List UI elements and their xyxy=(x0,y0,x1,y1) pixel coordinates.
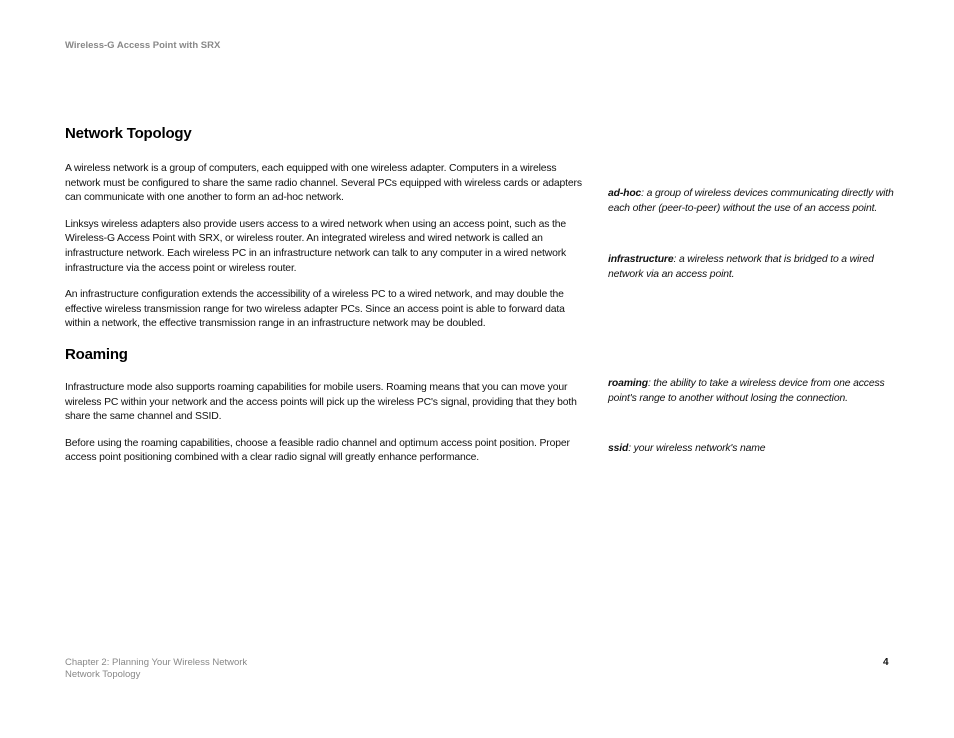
footer-section: Network Topology xyxy=(65,669,141,680)
section-heading-roaming: Roaming xyxy=(65,345,128,363)
glossary-entry-ssid xyxy=(608,442,898,457)
glossary-term: infrastructure xyxy=(608,254,674,265)
paragraph: Linksys wireless adapters also provide users access to a wired network when using an access point, such as the Wireless-G Access Point with SRX, or wireless router. An integrated wireless and wired network is called an infrastructure network. Each wireless PC in an infrastructure network can talk to any computer in a wired network infrastructure via the access point or wireless router. xyxy=(65,218,567,274)
page-number: 4 xyxy=(883,657,889,668)
paragraph: Infrastructure mode also supports roaming capabilities for mobile users. Roaming means that you can move your wireless PC within your network and the access points will pick up the wireless PC's signal, providing that they both share the same channel and SSID. xyxy=(65,381,577,423)
paragraph: Before using the roaming capabilities, choose a feasible radio channel and optimum access point position. Proper access point positioning combined with a clear radio signal will greatly enhance performance. xyxy=(65,437,570,464)
footer-chapter: Chapter 2: Planning Your Wireless Network xyxy=(65,657,248,668)
glossary-entry-infrastructure xyxy=(608,253,898,282)
glossary-term: ad-hoc xyxy=(608,188,642,199)
glossary-term: roaming xyxy=(608,378,648,389)
paragraph: An infrastructure configuration extends the accessibility of a wireless PC to a wired network, and may double the effective wireless transmission range for two wireless adapter PCs. Since an access point is able to forward data within a network, the effective transmission range in an infrastructure network may be doubled. xyxy=(65,289,565,330)
glossary-definition: : a group of wireless devices communicating directly with each other (peer-to-peer) without the use of an access point. xyxy=(608,188,894,214)
glossary-entry-roaming xyxy=(608,377,898,406)
glossary-definition: : your wireless network's name xyxy=(628,443,766,454)
glossary-term: ssid xyxy=(608,443,629,454)
document-footer xyxy=(65,657,247,681)
glossary-definition: : the ability to take a wireless device from one access point's range to another without losing the connection. xyxy=(608,378,885,404)
glossary-entry-ad-hoc xyxy=(608,187,898,216)
main-content xyxy=(65,125,587,466)
document-header: Wireless-G Access Point with SRX xyxy=(65,40,221,51)
paragraph: A wireless network is a group of computers, each equipped with one wireless adapter. Computers in a wireless network must be configured to share the same radio channel. Several PCs equipped with wireless cards or adapters can communicate with one another to form an ad-hoc network. xyxy=(65,163,582,204)
section-heading-network-topology: Network Topology xyxy=(65,125,192,142)
glossary-definition: : a wireless network that is bridged to a wired network via an access point. xyxy=(608,254,874,280)
